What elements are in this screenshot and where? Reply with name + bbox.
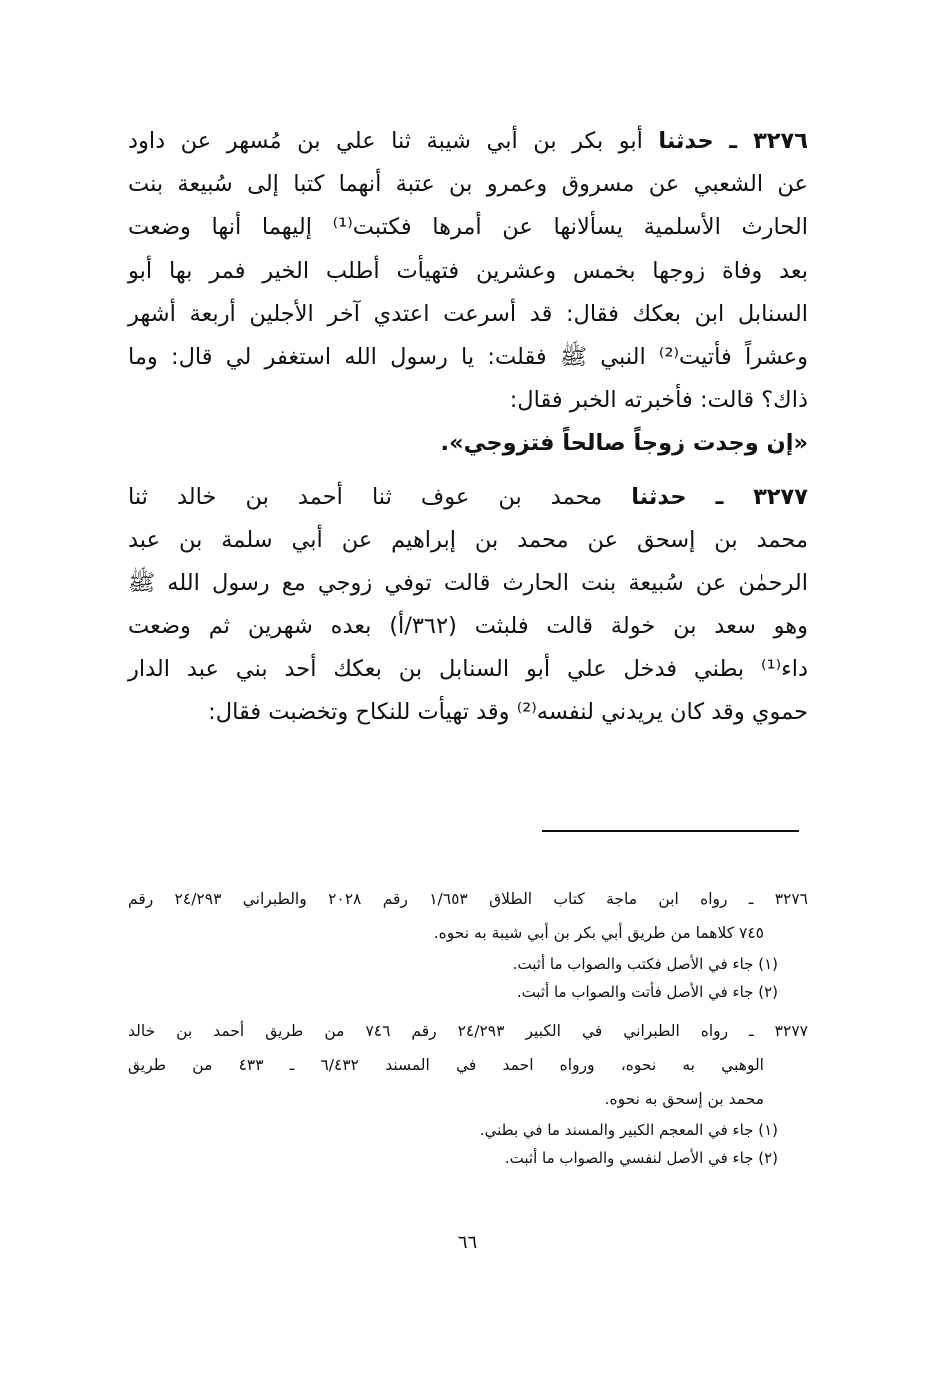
hadith-number: ٣٢٧٧ ـ: [715, 483, 808, 510]
hadith-lead: حدثنا: [658, 128, 714, 154]
hadith-lead: حدثنا: [631, 483, 687, 510]
hadith-3277-line-6: حموي وقد كان يريدني لنفسه⁽²⁾ وقد تهيأت للنكاح وتخضبت فقال:: [208, 699, 808, 726]
footnote-3277-line-3: محمد بن إسحق به نحوه.: [604, 1090, 764, 1108]
hadith-3276-line-5: السنابل ابن بعكك فقال: قد أسرعت اعتدي آخر الأجلين أربعة أشهر: [128, 300, 808, 327]
footnote-3276-line-1: ٣٢٧٦ ـ رواه ابن ماجة كتاب الطلاق ١/٦٥٣ رقم ٢٠٢٨ والطبراني ٢٤/٢٩٣ رقم: [128, 890, 809, 908]
hadith-3276-line-1: ٣٢٧٦ ـ حدثنا أبو بكر بن أبي شيبة ثنا علي بن مُسهر عن داود: [128, 128, 808, 154]
hadith-3276-line-7: ذاك؟ قالت: فأخبرته الخبر فقال:: [509, 387, 808, 414]
main-text: [128, 120, 808, 735]
footnote-3276-sub-2: (٢) جاء في الأصل فأتت والصواب ما أثبت.: [516, 983, 778, 1001]
footnote-3276-line-2: ٧٤٥ كلاهما من طريق أبي بكر بن أبي شيبة به نحوه.: [433, 924, 764, 942]
hadith-3277-line-3: الرحمٰن عن سُبيعة بنت الحارث قالت توفي زوجي مع رسول الله ﷺ: [128, 569, 808, 596]
footnote-3277-line-2: الوهبي به نحوه، ورواه احمد في المسند ٦/٤٣٢ ـ ٤٣٣ من طريق: [128, 1056, 764, 1074]
hadith-3277-line-4: وهو سعد بن خولة قالت فلبثت (٣٦٢/أ) بعده شهرين ثم وضعت: [128, 613, 808, 640]
hadith-3276-line-6: وعشراً فأتيت⁽²⁾ النبي ﷺ فقلت: يا رسول الله استغفر لي قال: وما: [128, 343, 808, 370]
hadith-3276-quote: «إن وجدت زوجاً صالحاً فتزوجي».: [440, 430, 808, 457]
hadith-3276-line-3: الحارث الأسلمية يسألانها عن أمرها فكتبت⁽¹⁾ إليهما أنها وضعت: [128, 214, 808, 241]
page-number: ٦٦: [457, 1232, 478, 1253]
hadith-number: ٣٢٧٦ ـ: [729, 128, 808, 154]
footnotes: [128, 882, 808, 1172]
footnote-3277-sub-2: (٢) جاء في الأصل لنفسي والصواب ما أثبت.: [504, 1149, 778, 1167]
hadith-3276-line-2: عن الشعبي عن مسروق وعمرو بن عتبة أنهما كتبا إلى سُبيعة بنت: [128, 171, 808, 198]
hadith-3277-line-5: داء⁽¹⁾ بطني فدخل علي أبو السنابل بن بعكك أحد بني عبد الدار: [128, 656, 808, 683]
footnote-3276-sub-1: (١) جاء في الأصل فكتب والصواب ما أثبت.: [512, 955, 778, 973]
hadith-3276-line-4: بعد وفاة زوجها بخمس وعشرين فتهيأت أطلب الخير فمر بها أبو: [128, 257, 808, 284]
footnote-3277-line-1: ٣٢٧٧ ـ رواه الطبراني في الكبير ٢٤/٢٩٣ رقم ٧٤٦ من طريق أحمد بن خالد: [128, 1022, 808, 1040]
hadith-3277-line-2: محمد بن إسحق عن محمد بن إبراهيم عن أبي سلمة بن عبد: [128, 526, 808, 553]
footnote-separator: [542, 830, 799, 832]
footnote-3277-sub-1: (١) جاء في المعجم الكبير والمسند ما في بطني.: [479, 1121, 778, 1139]
hadith-3277-line-1: ٣٢٧٧ ـ حدثنا محمد بن عوف ثنا أحمد بن خالد ثنا: [128, 483, 808, 510]
